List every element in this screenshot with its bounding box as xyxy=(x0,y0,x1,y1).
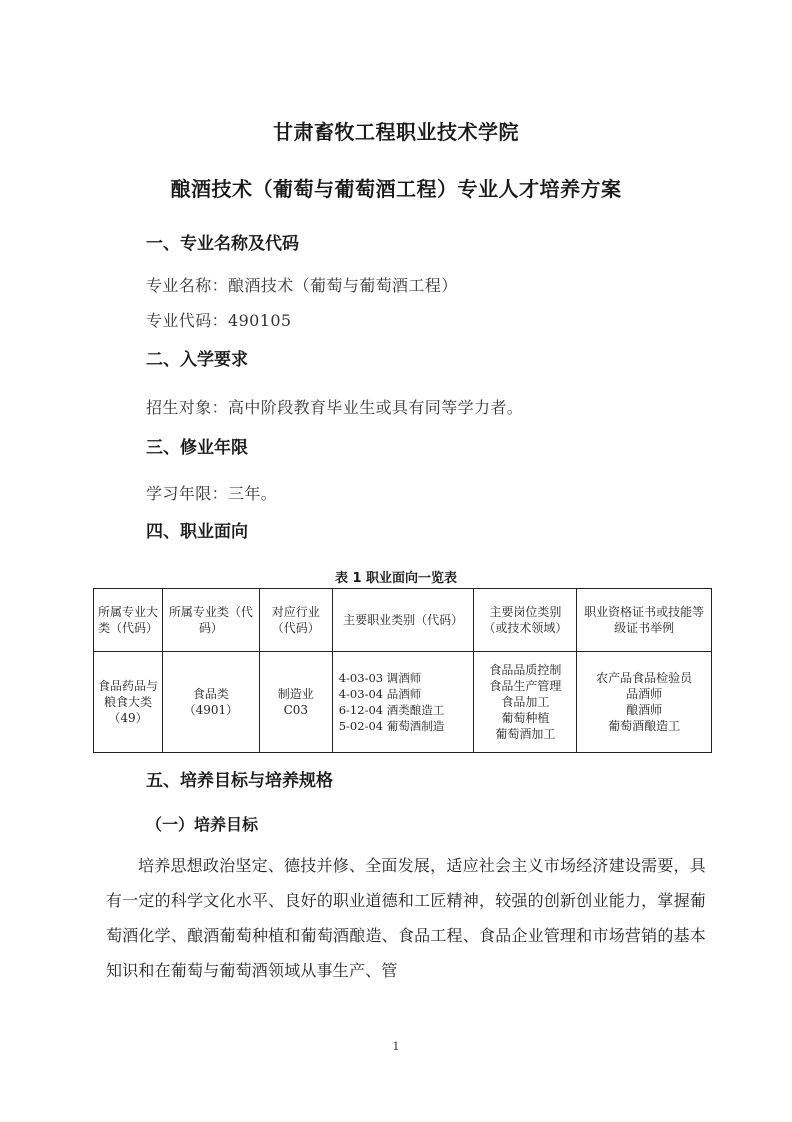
section-heading-3: 三、修业年限 xyxy=(146,438,248,458)
certificate-item: 农产品食品检验员 xyxy=(596,671,693,685)
major-class-name: 食品类 xyxy=(192,687,229,701)
occupation-item: 4-03-03 调酒师 xyxy=(338,671,422,685)
industry-name: 制造业 xyxy=(277,687,314,701)
position-item: 食品生产管理 xyxy=(489,679,562,693)
major-class-cell xyxy=(162,652,259,753)
certificate-item: 品酒师 xyxy=(626,687,663,701)
school-title: 甘肃畜牧工程职业技术学院 xyxy=(273,120,519,144)
major-code-value: 490105 xyxy=(228,311,292,330)
table-header-cell: 主要岗位类别（或技术领域） xyxy=(474,589,577,652)
table-header-cell: 职业资格证书或技能等级证书举例 xyxy=(577,589,712,652)
section-heading-2: 二、入学要求 xyxy=(146,350,248,370)
occupation-item: 6-12-04 酒类酿造工 xyxy=(338,703,445,717)
major-name-label: 专业名称： xyxy=(146,276,229,295)
table-header-cell: 主要职业类别（代码） xyxy=(332,589,474,652)
sub-heading-goals: （一）培养目标 xyxy=(146,815,259,834)
position-item: 葡萄酒加工 xyxy=(495,727,556,741)
section-heading-4: 四、职业面向 xyxy=(146,522,248,542)
section-heading-5: 五、培养目标与培养规格 xyxy=(146,771,333,791)
table-row xyxy=(94,652,712,753)
major-name-line xyxy=(146,273,458,296)
position-item: 葡萄种植 xyxy=(501,711,550,725)
certificate-item: 葡萄酒酿造工 xyxy=(608,719,681,733)
category-cell: 食品药品与粮食大类（49） xyxy=(94,652,163,753)
major-code-label: 专业代码： xyxy=(146,311,229,330)
table-header-cell: 所属专业类（代码） xyxy=(162,589,259,652)
occupation-item: 5-02-04 葡萄酒制造 xyxy=(338,719,445,733)
certificate-item: 酿酒师 xyxy=(626,703,663,717)
occupation-item: 4-03-04 品酒师 xyxy=(338,687,422,701)
table-caption: 表 1 职业面向一览表 xyxy=(334,571,458,586)
goals-paragraph: 培养思想政治坚定、德技并修、全面发展，适应社会主义市场经济建设需要，具有一定的科学文化水平、良好的职业道德和工匠精神，较强的创新创业能力，掌握葡萄酒化学、酿酒葡萄种植和葡萄酒酿造、食品工程、食品企业管理和市场营销的基本知识和在葡萄与葡萄酒领域从事生产、管 xyxy=(106,856,706,980)
industry-code: C03 xyxy=(283,703,309,717)
plan-title: 酿酒技术（葡萄与葡萄酒工程）专业人才培养方案 xyxy=(170,177,622,201)
position-item: 食品加工 xyxy=(501,695,550,709)
table-header-cell: 对应行业（代码） xyxy=(259,589,332,652)
section-heading-1: 一、专业名称及代码 xyxy=(146,234,299,254)
duration-text: 学习年限：三年。 xyxy=(146,484,278,503)
major-class-code: （4901） xyxy=(183,703,239,717)
major-code-line xyxy=(146,308,292,331)
position-item: 食品品质控制 xyxy=(489,663,562,677)
major-name-value: 酿酒技术（葡萄与葡萄酒工程） xyxy=(228,276,458,295)
occupation-table xyxy=(93,588,712,753)
page-number: 1 xyxy=(392,1040,400,1053)
enrollment-text: 招生对象：高中阶段教育毕业生或具有同等学力者。 xyxy=(146,398,524,417)
industry-cell xyxy=(259,652,332,753)
occupation-codes-cell xyxy=(332,652,474,753)
certificates-cell xyxy=(577,652,712,753)
table-header-cell: 所属专业大类（代码） xyxy=(94,589,163,652)
positions-cell xyxy=(474,652,577,753)
table-header-row xyxy=(94,589,712,652)
